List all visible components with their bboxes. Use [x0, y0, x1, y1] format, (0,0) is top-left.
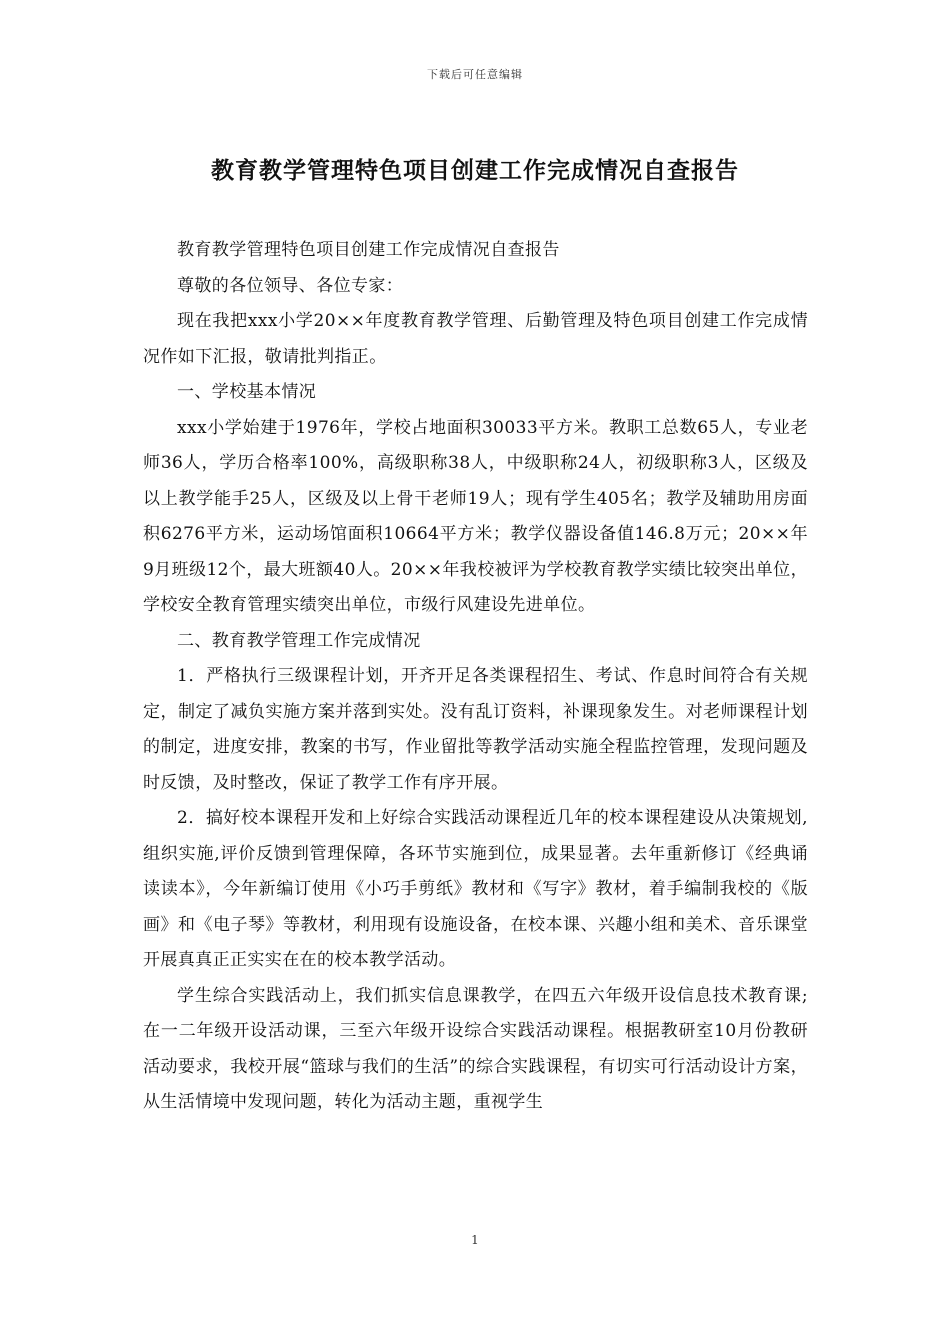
- paragraph-practice-activities: 学生综合实践活动上，我们抓实信息课教学，在四五六年级开设信息技术教育课;在一二年级开设活动课，三至六年级开设综合实践活动课程。根据教研室10月份教研活动要求，我校开展“篮球与我们的生活”的综合实践课程，有切实可行活动设计方案，从生活情境中发现问题，转化为活动主题，重视学生: [143, 985, 808, 1112]
- document-body: [143, 233, 808, 1121]
- section-heading-basic-info: 一、学校基本情况: [177, 382, 317, 402]
- paragraph-item-1: 1．严格执行三级课程计划，开齐开足各类课程招生、考试、作息时间符合有关规定，制定了减负实施方案并落到实处。没有乱订资料，补课现象发生。对老师课程计划的制定，进度安排，教案的书写，作业留批等教学活动实施全程监控管理，发现问题及时反馈，及时整改，保证了教学工作有序开展。: [143, 666, 808, 793]
- header-note: 下载后可任意编辑: [427, 68, 523, 81]
- paragraph-salutation: 尊敬的各位领导、各位专家：: [177, 275, 404, 296]
- section-heading-teaching-management: 二、教育教学管理工作完成情况: [177, 630, 421, 651]
- page-number: 1: [471, 1233, 479, 1247]
- paragraph-item-2: 2．搞好校本课程开发和上好综合实践活动课程近几年的校本课程建设从决策规划,组织实施,评价反馈到管理保障，各环节实施到位，成果显著。去年重新修订《经典诵读读本》，今年新编订使用《小巧手剪纸》教材和《写字》教材，着手编制我校的《版画》和《电子琴》等教材，利用现有设施设备，在校本课、兴趣小组和美术、音乐课堂开展真真正正实实在在的校本教学活动。: [143, 808, 808, 970]
- document-title: 教育教学管理特色项目创建工作完成情况自查报告: [211, 158, 739, 184]
- paragraph-subtitle: 教育教学管理特色项目创建工作完成情况自查报告: [177, 240, 560, 260]
- paragraph-intro: 现在我把xxx小学20××年度教育教学管理、后勤管理及特色项目创建工作完成情况作如下汇报，敬请批判指正。: [143, 311, 808, 367]
- paragraph-basic-info: xxx小学始建于1976年，学校占地面积30033平方米。教职工总数65人，专业老师36人，学历合格率100%，高级职称38人，中级职称24人，初级职称3人，区级及以上教学能手25人，区级及以上骨干老师19人；现有学生405名；教学及辅助用房面积6276平方米，运动场馆面积10664平方米；教学仪器设备值146.8万元；20××年9月班级12个，最大班额40人。20××年我校被评为学校教育教学实绩比较突出单位，学校安全教育管理实绩突出单位，市级行风建设先进单位。: [143, 417, 808, 615]
